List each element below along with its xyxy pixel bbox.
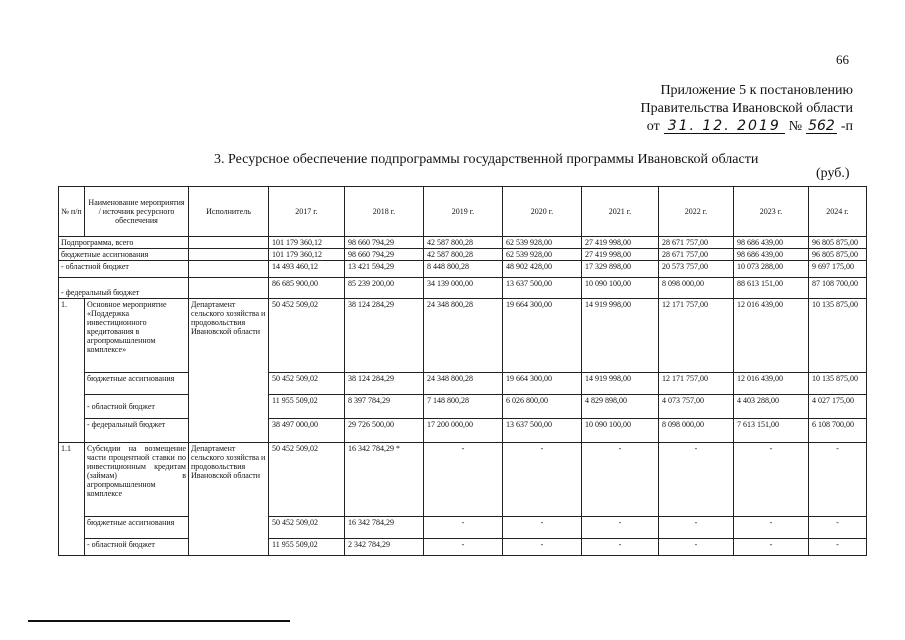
value-cell: - <box>582 517 659 539</box>
header-num: № п/п <box>59 187 85 237</box>
value-cell: 38 497 000,00 <box>269 419 345 443</box>
value-cell: 12 016 439,00 <box>734 373 809 395</box>
value-cell: 98 660 794,29 <box>345 249 424 261</box>
resource-table <box>58 186 867 556</box>
value-cell: 8 397 784,29 <box>345 395 424 419</box>
executor-cell <box>189 249 269 261</box>
page-bottom-rule <box>28 620 290 622</box>
value-cell: 7 613 151,00 <box>734 419 809 443</box>
value-cell: - <box>659 517 734 539</box>
row-label: - областной бюджет <box>85 395 189 419</box>
row-label: бюджетные ассигнования <box>59 249 189 261</box>
appendix-line-1: Приложение 5 к постановлению <box>660 83 853 98</box>
executor-cell: Департамент сельского хозяйства и продовольствия Ивановской области <box>189 299 269 443</box>
value-cell: 13 637 500,00 <box>503 419 582 443</box>
value-cell: 42 587 800,28 <box>424 237 503 249</box>
value-cell: 98 686 439,00 <box>734 237 809 249</box>
value-cell: 87 108 700,00 <box>809 278 867 299</box>
header-name: Наименование мероприятия / источник ресурсного обеспечения <box>85 187 189 237</box>
executor-cell <box>189 278 269 299</box>
value-cell: 24 348 800,28 <box>424 299 503 373</box>
value-cell: 20 573 757,00 <box>659 261 734 278</box>
value-cell: 11 955 509,02 <box>269 539 345 556</box>
value-cell: - <box>809 539 867 556</box>
appendix-date-line <box>647 118 853 136</box>
value-cell: 17 329 898,00 <box>582 261 659 278</box>
value-cell: 38 124 284,29 <box>345 299 424 373</box>
value-cell: 11 955 509,02 <box>269 395 345 419</box>
row-label: - областной бюджет <box>59 261 189 278</box>
value-cell: 85 239 200,00 <box>345 278 424 299</box>
table-row <box>59 249 867 261</box>
header-year: 2018 г. <box>345 187 424 237</box>
value-cell: 101 179 360,12 <box>269 249 345 261</box>
value-cell: 10 073 288,00 <box>734 261 809 278</box>
value-cell: 86 685 900,00 <box>269 278 345 299</box>
value-cell: 13 421 594,29 <box>345 261 424 278</box>
value-cell: 50 452 509,02 <box>269 299 345 373</box>
value-cell: 101 179 360,12 <box>269 237 345 249</box>
table-row <box>59 373 867 395</box>
value-cell: 34 139 000,00 <box>424 278 503 299</box>
value-cell: 10 135 875,00 <box>809 373 867 395</box>
value-cell: 50 452 509,02 <box>269 517 345 539</box>
table-row <box>59 443 867 517</box>
value-cell: 42 587 800,28 <box>424 249 503 261</box>
value-cell: 14 919 998,00 <box>582 373 659 395</box>
value-cell: 50 452 509,02 <box>269 443 345 517</box>
value-cell: - <box>582 539 659 556</box>
value-cell: 12 171 757,00 <box>659 299 734 373</box>
table-row <box>59 237 867 249</box>
table-header-row <box>59 187 867 237</box>
table-row <box>59 261 867 278</box>
value-cell: - <box>734 443 809 517</box>
value-cell: - <box>659 539 734 556</box>
value-cell: 4 027 175,00 <box>809 395 867 419</box>
value-cell: 6 026 800,00 <box>503 395 582 419</box>
value-cell: - <box>582 443 659 517</box>
date-prefix: от <box>646 119 660 134</box>
header-year: 2022 г. <box>659 187 734 237</box>
value-cell: - <box>424 517 503 539</box>
value-cell: 4 829 898,00 <box>582 395 659 419</box>
value-cell: 24 348 800,28 <box>424 373 503 395</box>
header-executor: Исполнитель <box>189 187 269 237</box>
appendix-header <box>641 82 853 136</box>
value-cell: 88 613 151,00 <box>734 278 809 299</box>
value-cell: 7 148 800,28 <box>424 395 503 419</box>
row-label: - федеральный бюджет <box>59 278 189 299</box>
currency-unit: (руб.) <box>816 166 850 181</box>
value-cell: 19 664 300,00 <box>503 299 582 373</box>
number-prefix: № <box>788 119 803 134</box>
value-cell: 98 660 794,29 <box>345 237 424 249</box>
row-label: бюджетные ассигнования <box>85 517 189 539</box>
value-cell: - <box>424 443 503 517</box>
value-cell: 19 664 300,00 <box>503 373 582 395</box>
value-cell: - <box>809 517 867 539</box>
row-label: Подпрограмма, всего <box>59 237 189 249</box>
value-cell: - <box>503 539 582 556</box>
value-cell: 28 671 757,00 <box>659 249 734 261</box>
activity-name: Основное мероприятие «Поддержка инвестиционного кредитования в агропромышленном комплексе» <box>85 299 189 373</box>
header-year: 2024 г. <box>809 187 867 237</box>
value-cell: 17 200 000,00 <box>424 419 503 443</box>
value-cell: 8 098 000,00 <box>659 419 734 443</box>
row-number: 1. <box>59 299 85 443</box>
value-cell: - <box>424 539 503 556</box>
value-cell: 62 539 928,00 <box>503 249 582 261</box>
value-cell: - <box>503 517 582 539</box>
value-cell: 38 124 284,29 <box>345 373 424 395</box>
value-cell: 10 135 875,00 <box>809 299 867 373</box>
table-row <box>59 299 867 373</box>
value-cell: 14 493 460,12 <box>269 261 345 278</box>
value-cell: 98 686 439,00 <box>734 249 809 261</box>
table-row <box>59 517 867 539</box>
value-cell: 10 090 100,00 <box>582 278 659 299</box>
value-cell: 48 902 428,00 <box>503 261 582 278</box>
executor-cell <box>189 261 269 278</box>
value-cell: 50 452 509,02 <box>269 373 345 395</box>
section-title: 3. Ресурсное обеспечение подпрограммы государственной программы Ивановской области <box>214 152 759 167</box>
value-cell: - <box>659 443 734 517</box>
appendix-line-2: Правительства Ивановской области <box>640 101 853 116</box>
value-cell: - <box>809 443 867 517</box>
table-row <box>59 278 867 299</box>
handwritten-number: 562 <box>808 118 835 134</box>
value-cell: 8 448 800,28 <box>424 261 503 278</box>
value-cell: 27 419 998,00 <box>582 249 659 261</box>
value-cell: 9 697 175,00 <box>809 261 867 278</box>
value-cell: - <box>503 443 582 517</box>
value-cell: 28 671 757,00 <box>659 237 734 249</box>
page-number: 66 <box>836 52 849 67</box>
header-year: 2017 г. <box>269 187 345 237</box>
value-cell: 27 419 998,00 <box>582 237 659 249</box>
executor-cell: Департамент сельского хозяйства и продовольствия Ивановской области <box>189 443 269 556</box>
header-year: 2021 г. <box>582 187 659 237</box>
table-row <box>59 539 867 556</box>
value-cell: 13 637 500,00 <box>503 278 582 299</box>
row-label: - федеральный бюджет <box>85 419 189 443</box>
value-cell: 12 016 439,00 <box>734 299 809 373</box>
header-year: 2023 г. <box>734 187 809 237</box>
value-cell: - <box>734 539 809 556</box>
value-cell: 62 539 928,00 <box>503 237 582 249</box>
row-label: - областной бюджет <box>85 539 189 556</box>
executor-cell <box>189 237 269 249</box>
row-number: 1.1 <box>59 443 85 556</box>
value-cell: 96 805 875,00 <box>809 249 867 261</box>
value-cell: 14 919 998,00 <box>582 299 659 373</box>
row-label: бюджетные ассигнования <box>85 373 189 395</box>
handwritten-date: 31. 12. 2019 <box>664 119 785 134</box>
value-cell: 10 090 100,00 <box>582 419 659 443</box>
value-cell: 29 726 500,00 <box>345 419 424 443</box>
activity-name: Субсидии на возмещение части процентной ставки по инвестиционным кредитам (займам) в агропромышленном комплексе <box>85 443 189 517</box>
value-cell: 16 342 784,29 * <box>345 443 424 517</box>
value-cell: 4 073 757,00 <box>659 395 734 419</box>
value-cell: 16 342 784,29 <box>345 517 424 539</box>
table-row <box>59 419 867 443</box>
value-cell: 6 108 700,00 <box>809 419 867 443</box>
header-year: 2020 г. <box>503 187 582 237</box>
header-year: 2019 г. <box>424 187 503 237</box>
number-suffix: -п <box>840 119 853 134</box>
table-row <box>59 395 867 419</box>
value-cell: - <box>734 517 809 539</box>
value-cell: 4 403 288,00 <box>734 395 809 419</box>
value-cell: 12 171 757,00 <box>659 373 734 395</box>
value-cell: 8 098 000,00 <box>659 278 734 299</box>
value-cell: 96 805 875,00 <box>809 237 867 249</box>
value-cell: 2 342 784,29 <box>345 539 424 556</box>
